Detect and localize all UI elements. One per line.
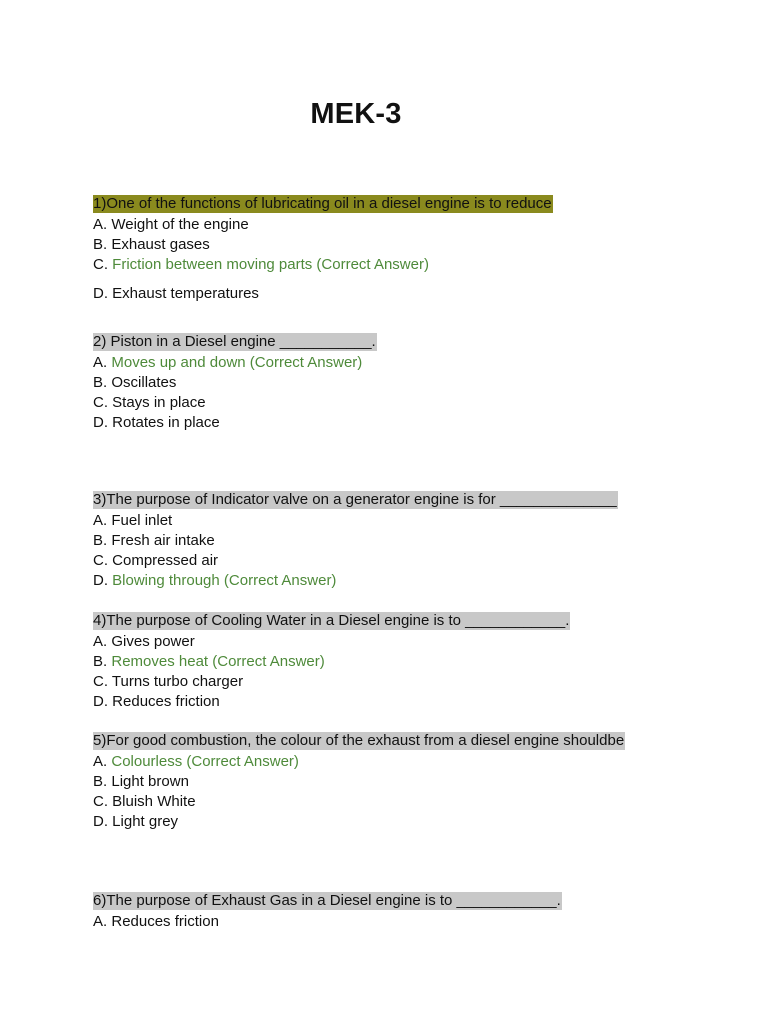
correct-answer: Friction between moving parts (Correct Answer) [112,256,429,273]
question-4 [93,611,570,712]
correct-answer: Moves up and down (Correct Answer) [111,354,363,371]
option-c: C. Turns turbo charger [93,673,244,690]
option-b: B. Fresh air intake [93,532,215,549]
option-b: B. Removes heat (Correct Answer) [93,653,325,670]
option-d: D. Rotates in place [93,414,220,431]
option-a: A. Weight of the engine [93,216,249,233]
option-c: C. Bluish White [93,793,196,810]
question-3 [93,490,618,591]
question-text: 3)The purpose of Indicator valve on a generator engine is for ______________ [93,491,617,508]
correct-answer: Removes heat (Correct Answer) [111,653,325,670]
option-d: D. Light grey [93,813,179,830]
option-d: D. Exhaust temperatures [93,285,259,302]
option-a: A. Gives power [93,633,195,650]
question-text: 6)The purpose of Exhaust Gas in a Diesel engine is to ____________. [93,892,561,909]
option-a: A. Colourless (Correct Answer) [93,753,299,770]
option-a: A. Moves up and down (Correct Answer) [93,354,363,371]
question-text: 2) Piston in a Diesel engine ___________. [93,333,376,350]
option-d: D. Blowing through (Correct Answer) [93,572,337,589]
question-2 [93,332,377,433]
option-c: C. Friction between moving parts (Correct Answer) [93,256,429,273]
option-b: B. Exhaust gases [93,236,210,253]
question-text: 4)The purpose of Cooling Water in a Diesel engine is to ____________. [93,612,570,629]
option-c: C. Stays in place [93,394,206,411]
question-5 [93,731,625,832]
option-c: C. Compressed air [93,552,219,569]
option-a: A. Fuel inlet [93,512,173,529]
question-text: 5)For good combustion, the colour of the exhaust from a diesel engine shouldbe [93,732,625,749]
document-title: MEK-3 [310,98,402,130]
question-6 [93,891,562,932]
option-b: B. Light brown [93,773,189,790]
question-1 [93,194,553,304]
option-d: D. Reduces friction [93,693,220,710]
correct-answer: Colourless (Correct Answer) [111,753,299,770]
option-b: B. Oscillates [93,374,177,391]
question-text: 1)One of the functions of lubricating oil in a diesel engine is to reduce [93,195,552,212]
option-a: A. Reduces friction [93,913,219,930]
correct-answer: Blowing through (Correct Answer) [112,572,337,589]
